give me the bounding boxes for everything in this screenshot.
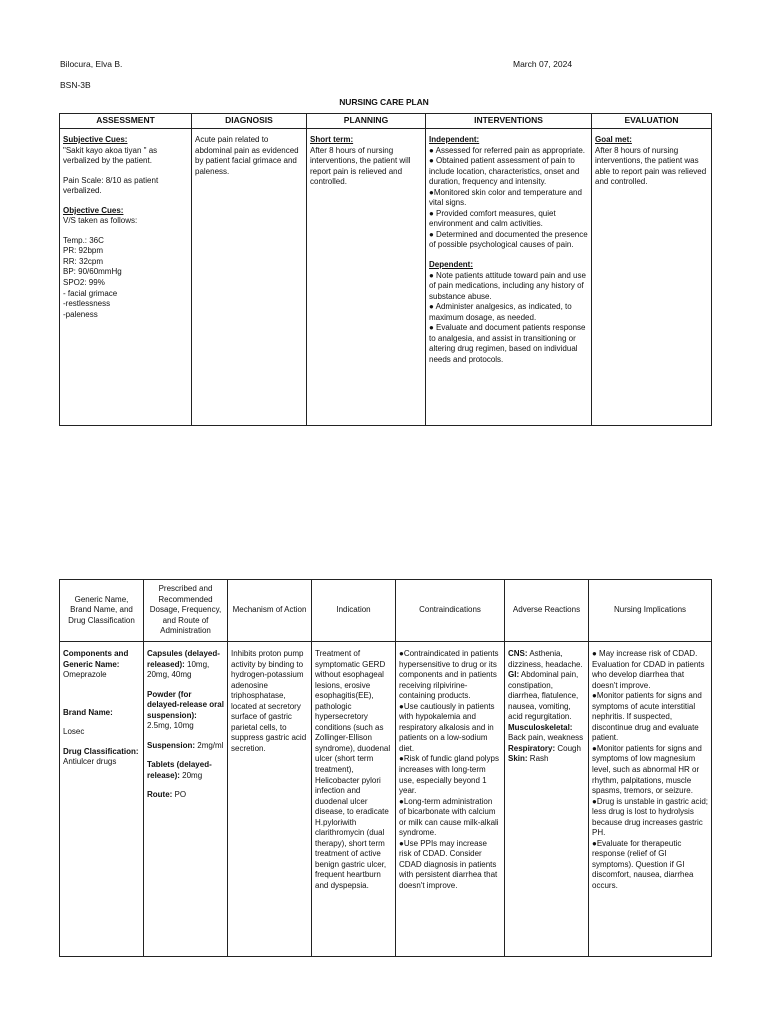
ncp-body-row: [60, 129, 712, 426]
sign-paleness: -paleness: [63, 309, 98, 319]
independent-item: ● Determined and documented the presence of possible psychological causes of pain.: [429, 229, 588, 250]
contraindication-item: ●Long-term administration of bicarbonate with calcium or milk can cause milk-alkali syndrome.: [399, 796, 499, 838]
contraindication-item: ●Use cautiously in patients with hypokalemia and respiratory alkalosis and in patients on a low-sodium diet.: [399, 701, 495, 753]
objective-intro: V/S taken as follows:: [63, 216, 138, 226]
dependent-item: ● Administer analgesics, as indicated, to maximum dosage, as needed.: [429, 302, 572, 322]
planning-heading: Short term:: [310, 135, 354, 144]
powder-value: 2.5mg, 10mg: [147, 721, 194, 731]
resp-value: Cough: [555, 743, 581, 753]
nursing-item: ●Drug is unstable in gastric acid; less drug is lost to hydrolysis because drug increases gastric PH.: [592, 796, 708, 838]
independent-item: ● Provided comfort measures, quiet environment and calm activities.: [429, 208, 556, 229]
interventions-cell: [426, 129, 592, 426]
header-diagnosis: DIAGNOSIS: [192, 114, 307, 129]
document-date: March 07, 2024: [513, 59, 573, 69]
page-title: NURSING CARE PLAN: [339, 97, 429, 107]
adverse-cell: [505, 642, 589, 957]
capsules-value: 10mg, 20mg, 40mg: [147, 659, 210, 680]
nursing-cell: [589, 642, 712, 957]
mechanism-cell: [228, 642, 312, 957]
brand-label: Brand Name:: [63, 707, 113, 717]
vital-temp: Temp.: 36C: [63, 235, 104, 245]
header-planning: PLANNING: [307, 114, 426, 129]
classification: Antiulcer drugs: [63, 757, 117, 767]
header-mechanism: Mechanism of Action: [228, 580, 312, 642]
indication-text: Treatment of symptomatic GERD without esophageal lesions, erosive esophagitis(EE), pathologic hypersecretory conditions (such as Zollinger-Ellison syndrome), duodenal ulcer (short term treatment), Helicobacter pylori infection and duodenal ulcer disease, to eradicate H.pyloriwith clarithromycin (dual therapy), short term treatment of active benign gastric ulcer, frequent heartburn and dyspepsia.: [315, 649, 391, 891]
dependent-item: ● Note patients attitude toward pain and use of pain medications, including any history of substance abuse.: [429, 270, 586, 301]
contraindications-cell: [396, 642, 505, 957]
cns-value: Asthenia, dizziness, headache.: [508, 649, 583, 669]
ncp-header-row: [60, 114, 712, 129]
msk-value: Back pain, weakness: [508, 733, 584, 743]
diagnosis-text: Acute pain related to abdominal pain as evidenced by patient facial grimace and paleness.: [195, 135, 299, 176]
dosage-cell: [144, 642, 228, 957]
independent-heading: Independent:: [429, 135, 480, 144]
nursing-item: ● May increase risk of CDAD. Evaluation for CDAD in patients who develop diarrhea that doesn't improve.: [592, 649, 705, 690]
drug-body-row: [60, 642, 712, 957]
tablets-label: Tablets (delayed-release):: [147, 760, 212, 780]
tablets-dosage: [147, 760, 224, 781]
sign-grimace: - facial grimace: [63, 288, 118, 298]
planning-cell: [307, 129, 426, 426]
cns-label: CNS:: [508, 649, 528, 658]
evaluation-cell: [592, 129, 712, 426]
generic-name: Omeprazole: [63, 670, 107, 680]
header-assessment: ASSESSMENT: [60, 114, 192, 129]
vital-bp: BP: 90/60mmHg: [63, 267, 122, 277]
adverse-respiratory: [508, 744, 585, 755]
vital-pr: PR: 92bpm: [63, 246, 104, 256]
header-contraindications: Contraindications: [396, 580, 505, 642]
vital-rr: RR: 32cpm: [63, 256, 104, 266]
drug-header-row: [60, 580, 712, 642]
independent-item: ●Monitored skin color and temperature and vital signs.: [429, 187, 582, 208]
nursing-item: ●Monitor patients for signs and symptoms of low magnesium level, such as abnormal HR or rhythm, palpitations, muscle spasms, tremors, or seizure.: [592, 743, 702, 796]
components-label: Components and Generic Name:: [63, 649, 129, 669]
independent-item: ● Assessed for referred pain as appropriate.: [429, 145, 586, 155]
header-adverse-reactions: Adverse Reactions: [505, 580, 589, 642]
suspension-dosage: [147, 741, 224, 752]
adverse-gi: [508, 670, 585, 723]
pain-scale: Pain Scale: 8/10 as patient verbalized.: [63, 175, 159, 196]
gi-label: GI:: [508, 670, 520, 680]
student-course: BSN-3B: [60, 80, 91, 90]
diagnosis-cell: [192, 129, 307, 426]
capsules-dosage: [147, 649, 224, 681]
gi-value: Abdominal pain, constipation, diarrhea, flatulence, nausea, vomiting, acid regurgitation.: [508, 670, 579, 722]
dependent-item: ● Evaluate and document patients response to analgesia, and assist in transitioning or altering drug regimen, based on individual needs and protocols.: [429, 323, 586, 364]
suspension-label: Suspension:: [147, 740, 196, 750]
contraindication-item: ●Risk of fundic gland polyps increases with long-term use, especially beyond 1 year.: [399, 754, 499, 796]
classification-label: Drug Classification:: [63, 746, 139, 756]
skin-label: Skin:: [508, 754, 528, 764]
dependent-heading: Dependent:: [429, 260, 473, 270]
skin-value: Rash: [527, 754, 549, 764]
nursing-item: ●Evaluate for therapeutic response (relief of GI symptoms). Question if GI discomfort, nausea, diarrhea occurs.: [592, 838, 694, 891]
evaluation-heading: Goal met:: [595, 135, 632, 144]
mechanism-text: Inhibits proton pump activity by binding to hydrogen-potassium adenosine triphosphatase, located at secretory surface of gastric parietal cells, to suppress gastric acid secretion.: [231, 649, 307, 753]
capsules-label: Capsules (delayed-released):: [147, 649, 220, 669]
adverse-skin: [508, 754, 585, 765]
header-nursing-implications: Nursing Implications: [589, 580, 712, 642]
indication-cell: [312, 642, 396, 957]
drug-study-table: [59, 579, 712, 957]
contraindication-item: ●Contraindicated in patients hypersensitive to drug or its components and in patients receiving rilpivirine-containing products.: [399, 649, 499, 701]
nursing-item: ●Monitor patients for signs and symptoms of acute interstitial nephritis. If suspected, discontinue drug and evaluate patient.: [592, 691, 702, 743]
brand-name: Losec: [63, 727, 85, 737]
student-name: Bilocura, Elva B.: [60, 59, 123, 69]
names-cell: [60, 642, 144, 957]
msk-label: Musculoskeletal:: [508, 722, 573, 732]
subjective-heading: Subjective Cues:: [63, 135, 128, 144]
header-interventions: INTERVENTIONS: [426, 114, 592, 129]
resp-label: Respiratory:: [508, 743, 556, 753]
sign-restlessness: -restlessness: [63, 299, 111, 309]
subjective-text: "Sakit kayo akoa tiyan " as verbalized by the patient.: [63, 145, 158, 166]
nursing-care-plan-table: [59, 113, 712, 426]
planning-text: After 8 hours of nursing interventions, the patient will report pain is relieved and controlled.: [310, 145, 411, 187]
vital-spo2: SPO2: 99%: [63, 278, 105, 288]
contraindication-item: ●Use PPIs may increase risk of CDAD. Consider CDAD diagnosis in patients with persistent diarrhea that doesn't improve.: [399, 838, 498, 891]
independent-item: ● Obtained patient assessment of pain to include location, characteristics, onset and duration, frequency and intensity.: [429, 156, 580, 187]
adverse-cns: [508, 649, 585, 670]
header-generic-name: Generic Name, Brand Name, and Drug Classification: [60, 580, 144, 642]
powder-label: Powder (for delayed-release oral suspension):: [147, 689, 224, 720]
suspension-value: 2mg/ml: [195, 740, 224, 750]
header-dosage: Prescribed and Recommended Dosage, Frequency, and Route of Administration: [144, 580, 228, 642]
header-indication: Indication: [312, 580, 396, 642]
route-label: Route:: [147, 790, 173, 800]
header-evaluation: EVALUATION: [592, 114, 712, 129]
tablets-value: 20mg: [179, 770, 203, 780]
evaluation-text: After 8 hours of nursing interventions, the patient was able to report pain was relieved and controlled.: [595, 145, 707, 187]
objective-heading: Objective Cues:: [63, 205, 124, 215]
route-dosage: [147, 790, 224, 801]
assessment-cell: [60, 129, 192, 426]
route-value: PO: [172, 790, 187, 800]
